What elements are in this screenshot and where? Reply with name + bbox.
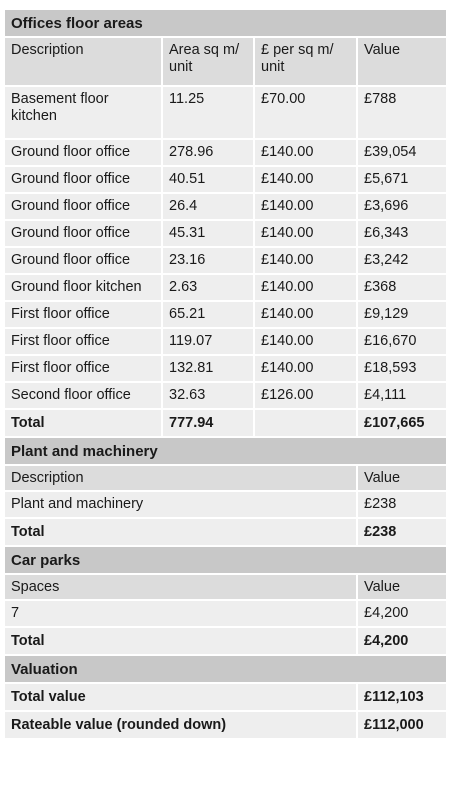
row-rate: £140.00 xyxy=(254,355,357,382)
plant-total-row xyxy=(4,518,447,546)
row-rate: £140.00 xyxy=(254,301,357,328)
total-value: £4,200 xyxy=(357,627,447,655)
row-value: £238 xyxy=(357,491,447,518)
offices-total-row xyxy=(4,409,447,437)
table-row xyxy=(4,86,447,139)
row-value: £368 xyxy=(357,274,447,301)
row-value: £18,593 xyxy=(357,355,447,382)
row-description: Ground floor office xyxy=(4,139,162,166)
valuation-table-container xyxy=(3,8,446,740)
row-description: Ground floor kitchen xyxy=(4,274,162,301)
rateable-value-row xyxy=(4,711,447,739)
row-rate: £140.00 xyxy=(254,193,357,220)
row-value: £4,200 xyxy=(357,600,447,627)
row-description: First floor office xyxy=(4,301,162,328)
row-value: £3,696 xyxy=(357,193,447,220)
row-area: 32.63 xyxy=(162,382,254,409)
row-description: Basement floor kitchen xyxy=(4,86,162,139)
plant-column-headers xyxy=(4,465,447,491)
table-row xyxy=(4,600,447,627)
valuation-section-header xyxy=(4,655,447,683)
valuation-label: Rateable value (rounded down) xyxy=(4,711,357,739)
row-rate: £140.00 xyxy=(254,328,357,355)
row-area: 40.51 xyxy=(162,166,254,193)
row-spaces: 7 xyxy=(4,600,357,627)
column-header-area: Area sq m/ unit xyxy=(162,37,254,86)
column-header-description: Description xyxy=(4,465,357,491)
row-rate: £140.00 xyxy=(254,247,357,274)
total-label: Total xyxy=(4,518,357,546)
row-description: Ground floor office xyxy=(4,220,162,247)
table-row xyxy=(4,247,447,274)
total-rate-empty xyxy=(254,409,357,437)
plant-section-title: Plant and machinery xyxy=(4,437,447,465)
plant-section-header xyxy=(4,437,447,465)
row-area: 45.31 xyxy=(162,220,254,247)
row-rate: £140.00 xyxy=(254,274,357,301)
row-area: 11.25 xyxy=(162,86,254,139)
row-rate: £140.00 xyxy=(254,220,357,247)
column-header-description: Description xyxy=(4,37,162,86)
row-description: First floor office xyxy=(4,328,162,355)
row-description: Plant and machinery xyxy=(4,491,357,518)
row-value: £9,129 xyxy=(357,301,447,328)
table-row xyxy=(4,355,447,382)
row-value: £3,242 xyxy=(357,247,447,274)
table-row xyxy=(4,328,447,355)
column-header-rate: £ per sq m/ unit xyxy=(254,37,357,86)
table-row xyxy=(4,382,447,409)
row-rate: £140.00 xyxy=(254,166,357,193)
row-rate: £140.00 xyxy=(254,139,357,166)
row-value: £6,343 xyxy=(357,220,447,247)
offices-section-title: Offices floor areas xyxy=(4,9,447,37)
car-parks-section-header xyxy=(4,546,447,574)
column-header-spaces: Spaces xyxy=(4,574,357,600)
column-header-value: Value xyxy=(357,574,447,600)
table-row xyxy=(4,193,447,220)
total-label: Total xyxy=(4,409,162,437)
row-area: 278.96 xyxy=(162,139,254,166)
row-rate: £126.00 xyxy=(254,382,357,409)
row-area: 2.63 xyxy=(162,274,254,301)
offices-column-headers xyxy=(4,37,447,86)
row-value: £5,671 xyxy=(357,166,447,193)
total-value: £238 xyxy=(357,518,447,546)
row-description: Ground floor office xyxy=(4,247,162,274)
total-label: Total xyxy=(4,627,357,655)
car-parks-section-title: Car parks xyxy=(4,546,447,574)
valuation-table xyxy=(3,8,448,740)
table-row xyxy=(4,220,447,247)
offices-section-header xyxy=(4,9,447,37)
row-description: First floor office xyxy=(4,355,162,382)
row-description: Ground floor office xyxy=(4,166,162,193)
row-area: 119.07 xyxy=(162,328,254,355)
table-row xyxy=(4,491,447,518)
table-row xyxy=(4,274,447,301)
row-description: Second floor office xyxy=(4,382,162,409)
valuation-section-title: Valuation xyxy=(4,655,447,683)
row-description: Ground floor office xyxy=(4,193,162,220)
valuation-value: £112,000 xyxy=(357,711,447,739)
row-rate: £70.00 xyxy=(254,86,357,139)
row-value: £4,111 xyxy=(357,382,447,409)
table-row xyxy=(4,166,447,193)
row-area: 65.21 xyxy=(162,301,254,328)
valuation-label: Total value xyxy=(4,683,357,711)
row-value: £16,670 xyxy=(357,328,447,355)
car-parks-column-headers xyxy=(4,574,447,600)
row-value: £39,054 xyxy=(357,139,447,166)
row-area: 132.81 xyxy=(162,355,254,382)
valuation-value: £112,103 xyxy=(357,683,447,711)
row-area: 26.4 xyxy=(162,193,254,220)
table-row xyxy=(4,301,447,328)
column-header-value: Value xyxy=(357,37,447,86)
total-value: £107,665 xyxy=(357,409,447,437)
total-area: 777.94 xyxy=(162,409,254,437)
column-header-value: Value xyxy=(357,465,447,491)
table-row xyxy=(4,139,447,166)
row-value: £788 xyxy=(357,86,447,139)
car-parks-total-row xyxy=(4,627,447,655)
total-value-row xyxy=(4,683,447,711)
row-area: 23.16 xyxy=(162,247,254,274)
